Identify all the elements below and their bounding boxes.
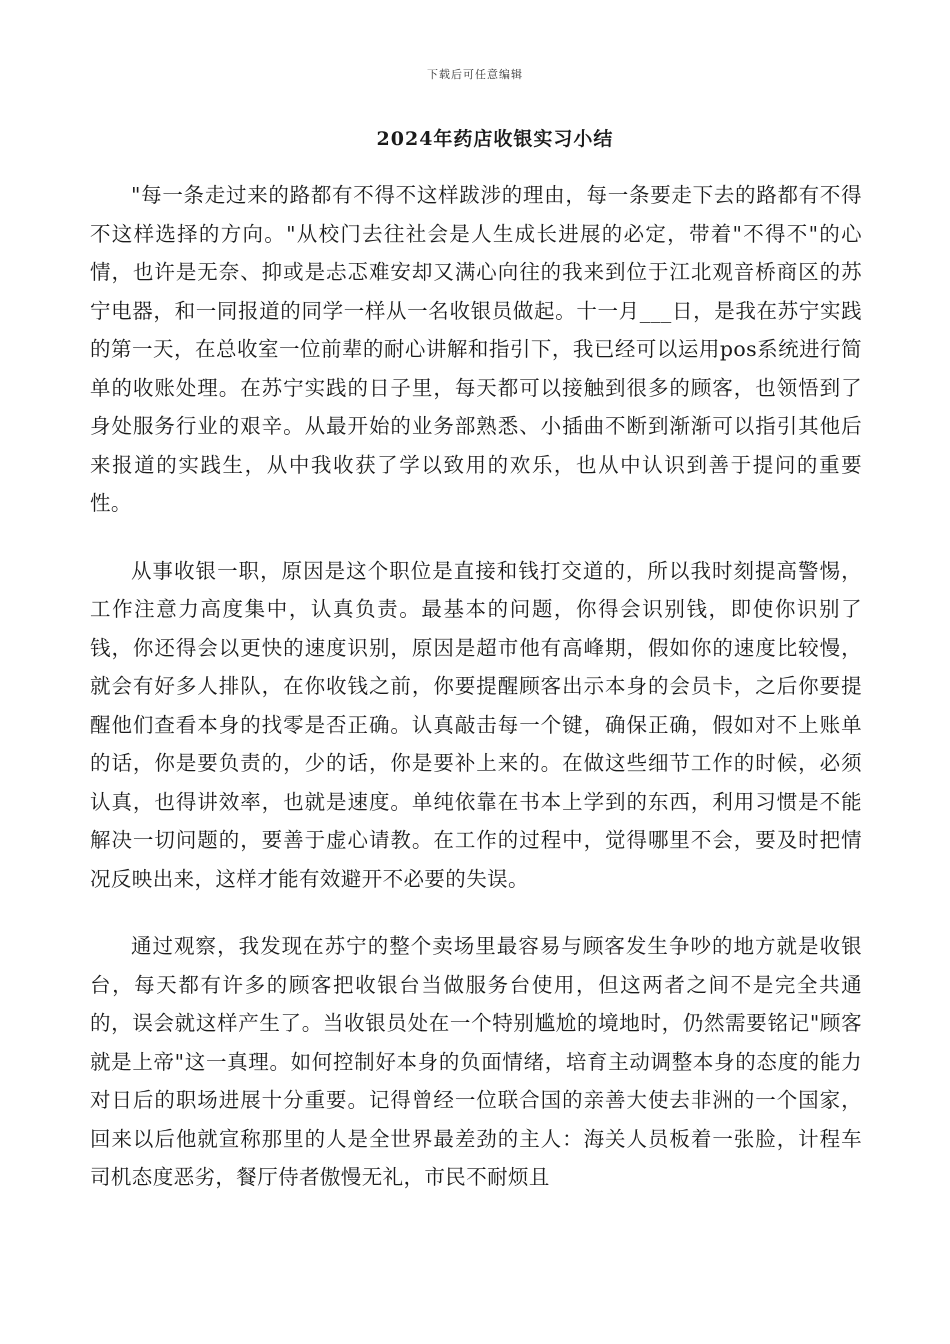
document-body xyxy=(90,176,862,1197)
document-title: 2024年药店收银实习小结 xyxy=(376,128,614,150)
paragraph-1: "每一条走过来的路都有不得不这样跋涉的理由，每一条要走下去的路都有不得不这样选择的方向。"从校门去往社会是人生成长进展的必定，带着"不得不"的心情，也许是无奈、抑或是忐忑难安却又满心向往的我来到位于江北观音桥商区的苏宁电器，和一同报道的同学一样从一名收银员做起。十一月___日，是我在苏宁实践的第一天，在总收室一位前辈的耐心讲解和指引下，我已经可以运用pos系统进行简单的收账处理。在苏宁实践的日子里，每天都可以接触到很多的顾客，也领悟到了身处服务行业的艰辛。从最开始的业务部熟悉、小插曲不断到渐渐可以指引其他后来报道的实践生，从中我收获了学以致用的欢乐，也从中认识到善于提问的重要性。 xyxy=(90,183,862,515)
paragraph-3: 通过观察，我发现在苏宁的整个卖场里最容易与顾客发生争吵的地方就是收银台，每天都有许多的顾客把收银台当做服务台使用，但这两者之间不是完全共通的，误会就这样产生了。当收银员处在一个特别尴尬的境地时，仍然需要铭记"顾客就是上帝"这一真理。如何控制好本身的负面情绪，培育主动调整本身的态度的能力对日后的职场进展十分重要。记得曾经一位联合国的亲善大使去非洲的一个国家，回来以后他就宣称那里的人是全世界最差劲的主人：海关人员板着一张脸，计程车司机态度恶劣，餐厅侍者傲慢无礼，市民不耐烦且 xyxy=(90,934,862,1189)
header-note: 下载后可任意编辑 xyxy=(427,68,523,81)
paragraph-2: 从事收银一职，原因是这个职位是直接和钱打交道的，所以我时刻提高警惕，工作注意力高度集中，认真负责。最基本的问题，你得会识别钱，即使你识别了钱，你还得会以更快的速度识别，原因是超市他有高峰期，假如你的速度比较慢，就会有好多人排队，在你收钱之前，你要提醒顾客出示本身的会员卡，之后你要提醒他们查看本身的找零是否正确。认真敲击每一个键，确保正确，假如对不上账单的话，你是要负责的，少的话，你是要补上来的。在做这些细节工作的时候，必须认真，也得讲效率，也就是速度。单纯依靠在书本上学到的东西，利用习惯是不能解决一切问题的，要善于虚心请教。在工作的过程中，觉得哪里不会，要及时把情况反映出来，这样才能有效避开不必要的失误。 xyxy=(90,558,862,891)
